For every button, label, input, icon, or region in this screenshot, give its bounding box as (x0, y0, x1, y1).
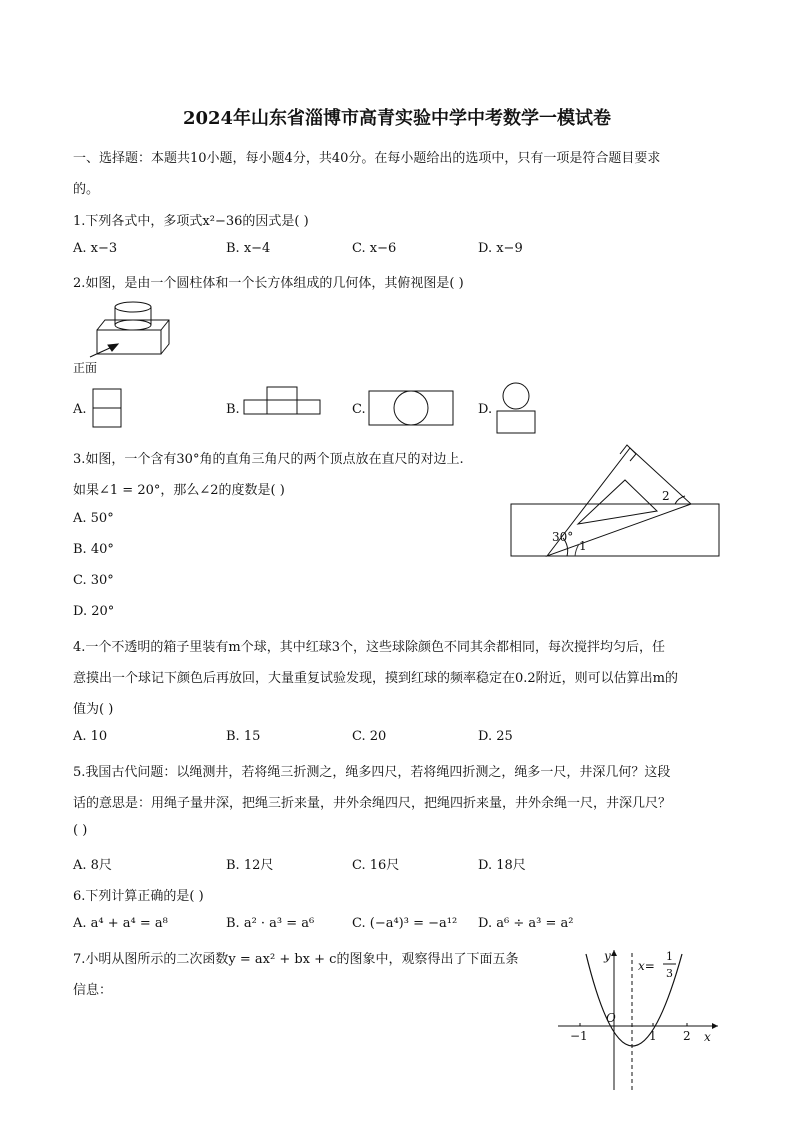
y-axis-label: y (604, 949, 611, 963)
fraction-denominator: 3 (666, 967, 673, 980)
q5-option-a: A. 8尺 (73, 858, 112, 873)
fraction-numerator: 1 (666, 950, 673, 963)
page-title: 2024年山东省淄博市高青实验中学中考数学一模试卷 (182, 108, 612, 129)
question-6-stem: 6.下列计算正确的是( ) (73, 889, 204, 904)
question-1-stem: 1.下列各式中，多项式x²−36的因式是( ) (73, 214, 309, 229)
question-4-stem: 4.一个不透明的箱子里装有m个球，其中红球3个，这些球除颜色不同其余都相同，每次搅拌均匀后，任 (73, 640, 666, 655)
q5-option-c: C. 16尺 (352, 858, 400, 873)
question-4-stem-cont: 意摸出一个球记下颜色后再放回，大量重复试验发现，摸到红球的频率稳定在0.2附近，则可以估算出m的 (73, 671, 679, 686)
q1-option-a: A. x−3 (73, 241, 118, 256)
q3-option-a: A. 50° (73, 511, 114, 526)
front-view-label: 正面 (73, 361, 98, 375)
q2-option-b-figure (242, 386, 322, 416)
question-4-stem-end: 值为( ) (73, 702, 114, 717)
q2-option-d: D. (478, 402, 493, 417)
q6-option-b: B. a² · a³ = a⁶ (226, 916, 315, 931)
question-5-stem-cont: 话的意思是：用绳子量井深，把绳三折来量，井外余绳四尺，把绳四折来量，井外余绳一尺，井深几尺？ (73, 796, 672, 811)
q2-option-a: A. (73, 402, 87, 417)
angle-1-label: 1 (579, 539, 587, 553)
q4-option-c: C. 20 (352, 729, 387, 744)
question-7-stem: 7.小明从图所示的二次函数y = ax² + bx + c的图象中，观察得出了下面五条 (73, 952, 519, 967)
angle-2-label: 2 (662, 489, 670, 503)
q3-ruler-triangle-figure (505, 440, 725, 560)
q6-option-a: A. a⁴ + a⁴ = a⁸ (73, 916, 168, 931)
question-5-stem: 5.我国古代问题：以绳测井，若将绳三折测之，绳多四尺，若将绳四折测之，绳多一尺，井深几何？这段 (73, 765, 671, 780)
q4-option-b: B. 15 (226, 729, 261, 744)
tick-2: 2 (683, 1029, 691, 1043)
q3-option-c: C. 30° (73, 573, 114, 588)
q4-option-d: D. 25 (478, 729, 513, 744)
q4-option-a: A. 10 (73, 729, 108, 744)
q1-option-b: B. x−4 (226, 241, 271, 256)
q5-option-b: B. 12尺 (226, 858, 274, 873)
q1-option-d: D. x−9 (478, 241, 523, 256)
section-instruction: 一、选择题：本题共10小题，每小题4分，共40分。在每小题给出的选项中，只有一项是符合题目要求 (73, 151, 661, 166)
axis-of-symmetry-label: x= (638, 959, 655, 973)
q5-option-d: D. 18尺 (478, 858, 526, 873)
question-2-stem: 2.如图，是由一个圆柱体和一个长方体组成的几何体，其俯视图是( ) (73, 276, 464, 291)
q6-option-d: D. a⁶ ÷ a³ = a² (478, 916, 574, 931)
question-7-stem-cont: 信息： (73, 983, 113, 998)
q3-option-b: B. 40° (73, 542, 114, 557)
q3-option-d: D. 20° (73, 604, 115, 619)
section-instruction-cont: 的。 (73, 182, 100, 197)
question-3-stem: 3.如图，一个含有30°角的直角三角尺的两个顶点放在直尺的对边上. (73, 452, 464, 467)
tick-1: 1 (649, 1029, 657, 1043)
origin-label: O (606, 1011, 616, 1025)
q7-parabola-figure (552, 940, 728, 1096)
question-3-stem-cont: 如果∠1 = 20°，那么∠2的度数是( ) (73, 483, 285, 498)
q2-option-c-figure (366, 389, 456, 427)
q2-option-d-figure (494, 380, 538, 436)
x-axis-label: x (704, 1030, 711, 1044)
q1-option-c: C. x−6 (352, 241, 397, 256)
q2-option-b: B. (226, 402, 240, 417)
q6-option-c: C. (−a⁴)³ = −a¹² (352, 916, 458, 931)
question-5-stem-end: ( ) (73, 823, 88, 838)
q2-option-a-figure (90, 388, 124, 430)
tick-minus-1: −1 (570, 1029, 588, 1043)
q2-option-c: C. (352, 402, 366, 417)
angle-30-label: 30° (552, 530, 574, 544)
